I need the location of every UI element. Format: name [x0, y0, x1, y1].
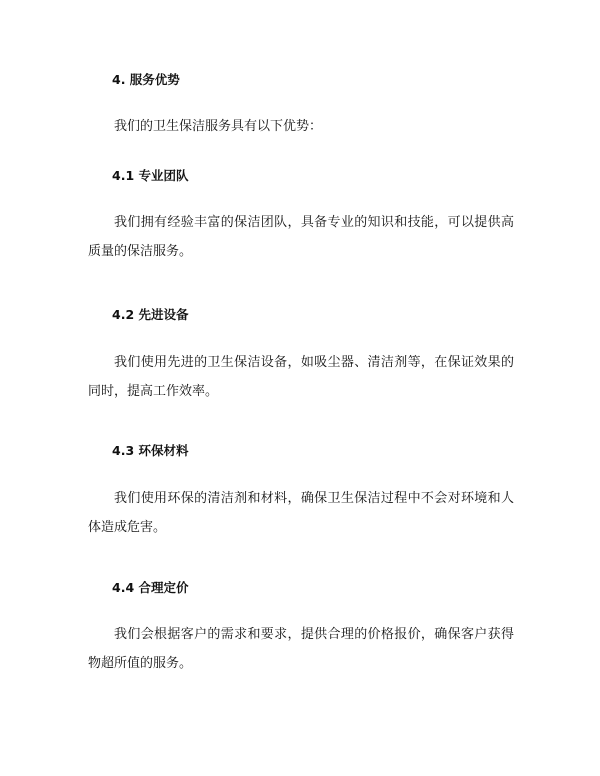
subsection-heading-team: 4.1 专业团队 [112, 168, 189, 183]
section-heading: 4. 服务优势 [112, 72, 180, 87]
subsection-heading-pricing: 4.4 合理定价 [112, 580, 189, 595]
subsection-heading-equipment: 4.2 先进设备 [112, 307, 189, 322]
subsection-body-team: 我们拥有经验丰富的保洁团队，具备专业的知识和技能，可以提供高质量的保洁服务。 [88, 215, 514, 259]
subsection-body-equipment: 我们使用先进的卫生保洁设备，如吸尘器、清洁剂等，在保证效果的同时，提高工作效率。 [88, 355, 514, 399]
subsection-body-pricing: 我们会根据客户的需求和要求，提供合理的价格报价，确保客户获得物超所值的服务。 [88, 627, 514, 671]
intro-paragraph: 我们的卫生保洁服务具有以下优势： [114, 119, 323, 134]
subsection-body-materials: 我们使用环保的清洁剂和材料，确保卫生保洁过程中不会对环境和人体造成危害。 [88, 491, 514, 535]
subsection-heading-materials: 4.3 环保材料 [112, 443, 189, 458]
